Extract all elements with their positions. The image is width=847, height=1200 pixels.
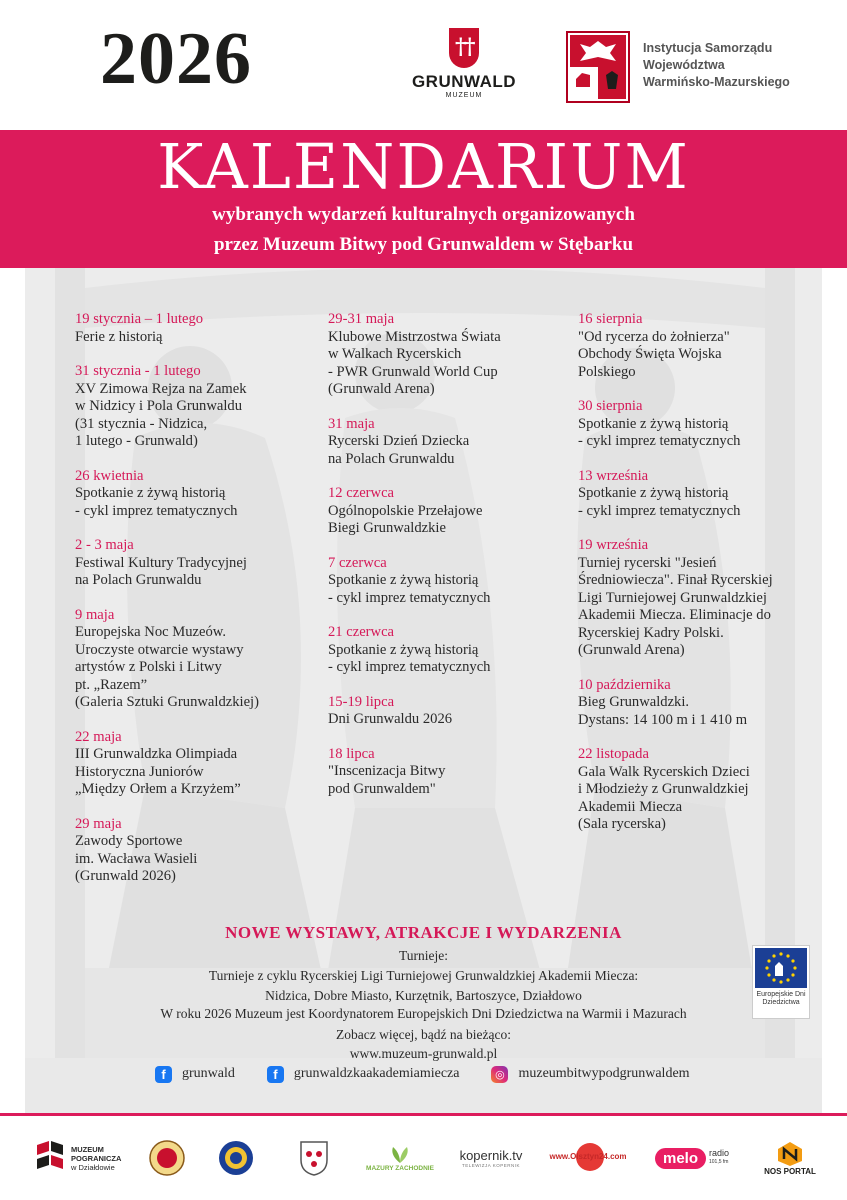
museum-logo-sub: MUZEUM: [445, 92, 483, 99]
facebook-link-akademia[interactable]: grunwaldzkaakademiamiecza: [293, 1066, 460, 1081]
calendar-event: [328, 485, 573, 538]
round-seal-icon: [149, 1140, 185, 1176]
event-date: 22 listopada: [578, 746, 649, 762]
event-title: Turniej rycerski "Jesień Średniowiecza". Finał Rycerskiej Ligi Turniejowej Grunwaldzkiej Akademii Miecza. Eliminacje do Rycerskiej Kadry Polski. (Grunwald Arena): [578, 554, 773, 658]
event-date: 22 maja: [75, 728, 122, 745]
calendar-column-3: [578, 311, 823, 851]
event-date: 10 października: [578, 676, 671, 693]
pogranicza-line-3: w Działdowie: [71, 1162, 115, 1172]
calendar-event: [75, 468, 320, 521]
event-date: 21 czerwca: [328, 624, 395, 640]
region-line-2: Województwa: [643, 58, 725, 72]
mazury-text: MAZURY ZACHODNIE: [366, 1164, 434, 1172]
region-line-1: Instytucja Samorządu: [643, 41, 773, 55]
olsztyn-text: www.Olsztyn24.com: [549, 1152, 627, 1161]
news-line-cities: Nidzica, Dobre Miasto, Kurzętnik, Bartoszyce, Działdowo: [265, 988, 582, 1003]
calendar-column-2: [328, 311, 573, 815]
event-title: Ogólnopolskie Przełajowe Biegi Grunwaldzkie: [328, 502, 483, 536]
calendar-event: [75, 729, 320, 799]
partner-melo-radio: [652, 1133, 732, 1183]
title-band: [0, 130, 847, 268]
event-title: Gala Walk Rycerskich Dzieci i Młodzieży z Grunwaldzkiej Akademii Miecza (Sala rycerska): [578, 763, 750, 832]
calendar-event: [578, 311, 823, 381]
event-date: 13 września: [578, 467, 649, 484]
melo-radio-text: radio: [709, 1148, 730, 1158]
pogranicza-line-1: MUZEUM: [71, 1144, 104, 1154]
event-date: 29-31 maja: [328, 311, 395, 327]
event-date: 29 maja: [75, 815, 122, 832]
calendar-event: [328, 555, 573, 608]
event-date: 7 czerwca: [328, 554, 387, 571]
calendar-event: [328, 416, 573, 469]
event-date: 9 maja: [75, 606, 115, 623]
grunwald-museum-logo: [405, 28, 523, 99]
region-crest-icon: [566, 31, 630, 103]
event-title: Europejska Noc Muzeów. Uroczyste otwarcie wystawy artystów z Polski i Litwy pt. „Razem” (Galeria Sztuki Grunwaldzkiej): [75, 624, 259, 710]
shield-icon: † †: [449, 28, 479, 68]
nos-logo-icon: [777, 1141, 803, 1167]
event-title: Spotkanie z żywą historią - cykl imprez tematycznych: [75, 485, 238, 519]
calendar-event: [578, 537, 823, 660]
instagram-link[interactable]: muzeumbitwypodgrunwaldem: [518, 1066, 690, 1081]
calendar-event: [328, 624, 573, 677]
eu-logo-caption: Europejskie Dni Dziedzictwa: [756, 991, 806, 1006]
social-links: [155, 1063, 690, 1085]
calendar-event: [75, 311, 320, 346]
event-title: Ferie z historią: [75, 328, 163, 345]
news-line-see-more: Zobacz więcej, bądź na bieżąco:: [335, 1027, 512, 1042]
calendar-event: [578, 398, 823, 451]
facebook-icon[interactable]: f: [267, 1066, 284, 1083]
event-title: XV Zimowa Rejza na Zamek w Nidzicy i Pola Grunwaldu (31 stycznia - Nidzica, 1 lutego - Grunwald): [75, 380, 247, 449]
eu-flag-icon: [755, 948, 807, 988]
event-date: 16 sierpnia: [578, 311, 643, 327]
event-date: 19 września: [578, 537, 649, 553]
event-title: Klubowe Mistrzostwa Świata w Walkach Rycerskich - PWR Grunwald World Cup (Grunwald Arena): [328, 328, 501, 397]
kalendarium-title: KALENDARIUM: [157, 130, 690, 203]
calendar-event: [328, 694, 573, 729]
event-title: Spotkanie z żywą historią - cykl imprez tematycznych: [328, 572, 491, 606]
calendar-event: [75, 607, 320, 712]
kopernik-sub: TELEWIZJA KOPERNIK: [461, 1163, 520, 1168]
year-heading: 2026: [100, 18, 252, 100]
event-date: 15-19 lipca: [328, 693, 395, 710]
instagram-icon[interactable]: ◎: [491, 1066, 508, 1083]
facebook-link-grunwald[interactable]: grunwald: [182, 1066, 235, 1081]
news-line-turnieje: Turnieje:: [398, 948, 448, 963]
pogranicza-logo-icon: [35, 1141, 65, 1175]
event-date: 18 lipca: [328, 745, 375, 762]
calendar-event: [75, 363, 320, 451]
event-date: 31 maja: [328, 415, 375, 432]
event-title: Zawody Sportowe im. Wacława Wasieli (Grunwald 2026): [75, 833, 198, 884]
calendar-event: [578, 746, 823, 834]
kopernik-text: kopernik.tv: [459, 1148, 523, 1163]
region-institution-text: [643, 40, 790, 91]
news-section-title: NOWE WYSTAWY, ATRAKCJE I WYDARZENIA: [225, 923, 622, 942]
facebook-icon[interactable]: f: [155, 1066, 172, 1083]
melo-freq-text: 101,5 fm: [709, 1159, 729, 1165]
partner-shield: [294, 1133, 334, 1183]
calendar-event: [578, 468, 823, 521]
partner-muzeum-pogranicza: [35, 1133, 125, 1183]
partner-kopernik-tv: [452, 1133, 530, 1183]
band-subtitle-1: wybranych wydarzeń kulturalnych organizowanych: [212, 204, 635, 225]
calendar-event: [578, 677, 823, 730]
nos-text: NOS PORTAL: [764, 1166, 816, 1176]
news-line-tournaments: Turnieje z cyklu Rycerskiej Ligi Turniejowej Grunwaldzkiej Akademii Miecza:: [208, 968, 639, 983]
event-title: Spotkanie z żywą historią - cykl imprez tematycznych: [578, 485, 741, 519]
footer-divider: [0, 1113, 847, 1116]
partner-mazury-zachodnie: [362, 1133, 438, 1183]
event-title: Spotkanie z żywą historią - cykl imprez tematycznych: [328, 641, 491, 675]
event-title: "Od rycerza do żołnierza" Obchody Święta Wojska Polskiego: [578, 328, 730, 380]
museum-logo-name: GRUNWALD: [411, 72, 517, 91]
website-link[interactable]: www.muzeum-grunwald.pl: [349, 1046, 498, 1061]
calendar-event: [75, 816, 320, 886]
calendar-event: [328, 746, 573, 799]
event-title: Festiwal Kultury Tradycyjnej na Polach Grunwaldu: [75, 554, 247, 588]
round-emblem-icon: [218, 1140, 254, 1176]
event-date: 12 czerwca: [328, 485, 395, 501]
event-date: 2 - 3 maja: [75, 537, 134, 553]
event-title: Spotkanie z żywą historią - cykl imprez tematycznych: [578, 415, 741, 449]
region-line-3: Warmińsko-Mazurskiego: [643, 75, 790, 89]
event-title: Bieg Grunwaldzki. Dystans: 14 100 m i 1 410 m: [578, 694, 748, 728]
news-line-coordinator: W roku 2026 Muzeum jest Koordynatorem Europejskich Dni Dziedzictwa na Warmii i Mazurach: [160, 1006, 687, 1021]
event-title: Rycerski Dzień Dziecka na Polach Grunwaldu: [328, 433, 470, 467]
calendar-column-1: [75, 311, 320, 903]
event-date: 19 stycznia – 1 lutego: [75, 311, 204, 327]
partner-seal-2: [216, 1133, 256, 1183]
partner-olsztyn24: [548, 1133, 628, 1183]
partner-nos-portal: [755, 1133, 825, 1183]
calendar-event: [75, 537, 320, 590]
shield-crest-icon: [299, 1140, 329, 1176]
event-date: 30 sierpnia: [578, 398, 643, 414]
european-heritage-days-logo: [752, 945, 810, 1019]
band-subtitle-2: przez Muzeum Bitwy pod Grunwaldem w Stębarku: [213, 234, 634, 255]
mazury-leaf-icon: [385, 1145, 415, 1165]
pogranicza-line-2: POGRANICZA: [71, 1153, 122, 1163]
partner-seal-1: [147, 1133, 187, 1183]
event-title: Dni Grunwaldu 2026: [328, 711, 453, 727]
event-title: "Inscenizacja Bitwy pod Grunwaldem": [328, 763, 446, 797]
melo-text: melo: [655, 1148, 706, 1169]
calendar-event: [328, 311, 573, 399]
event-date: 26 kwietnia: [75, 467, 144, 484]
event-date: 31 stycznia - 1 lutego: [75, 363, 201, 379]
event-title: III Grunwaldzka Olimpiada Historyczna Juniorów „Między Orłem a Krzyżem”: [75, 746, 241, 797]
